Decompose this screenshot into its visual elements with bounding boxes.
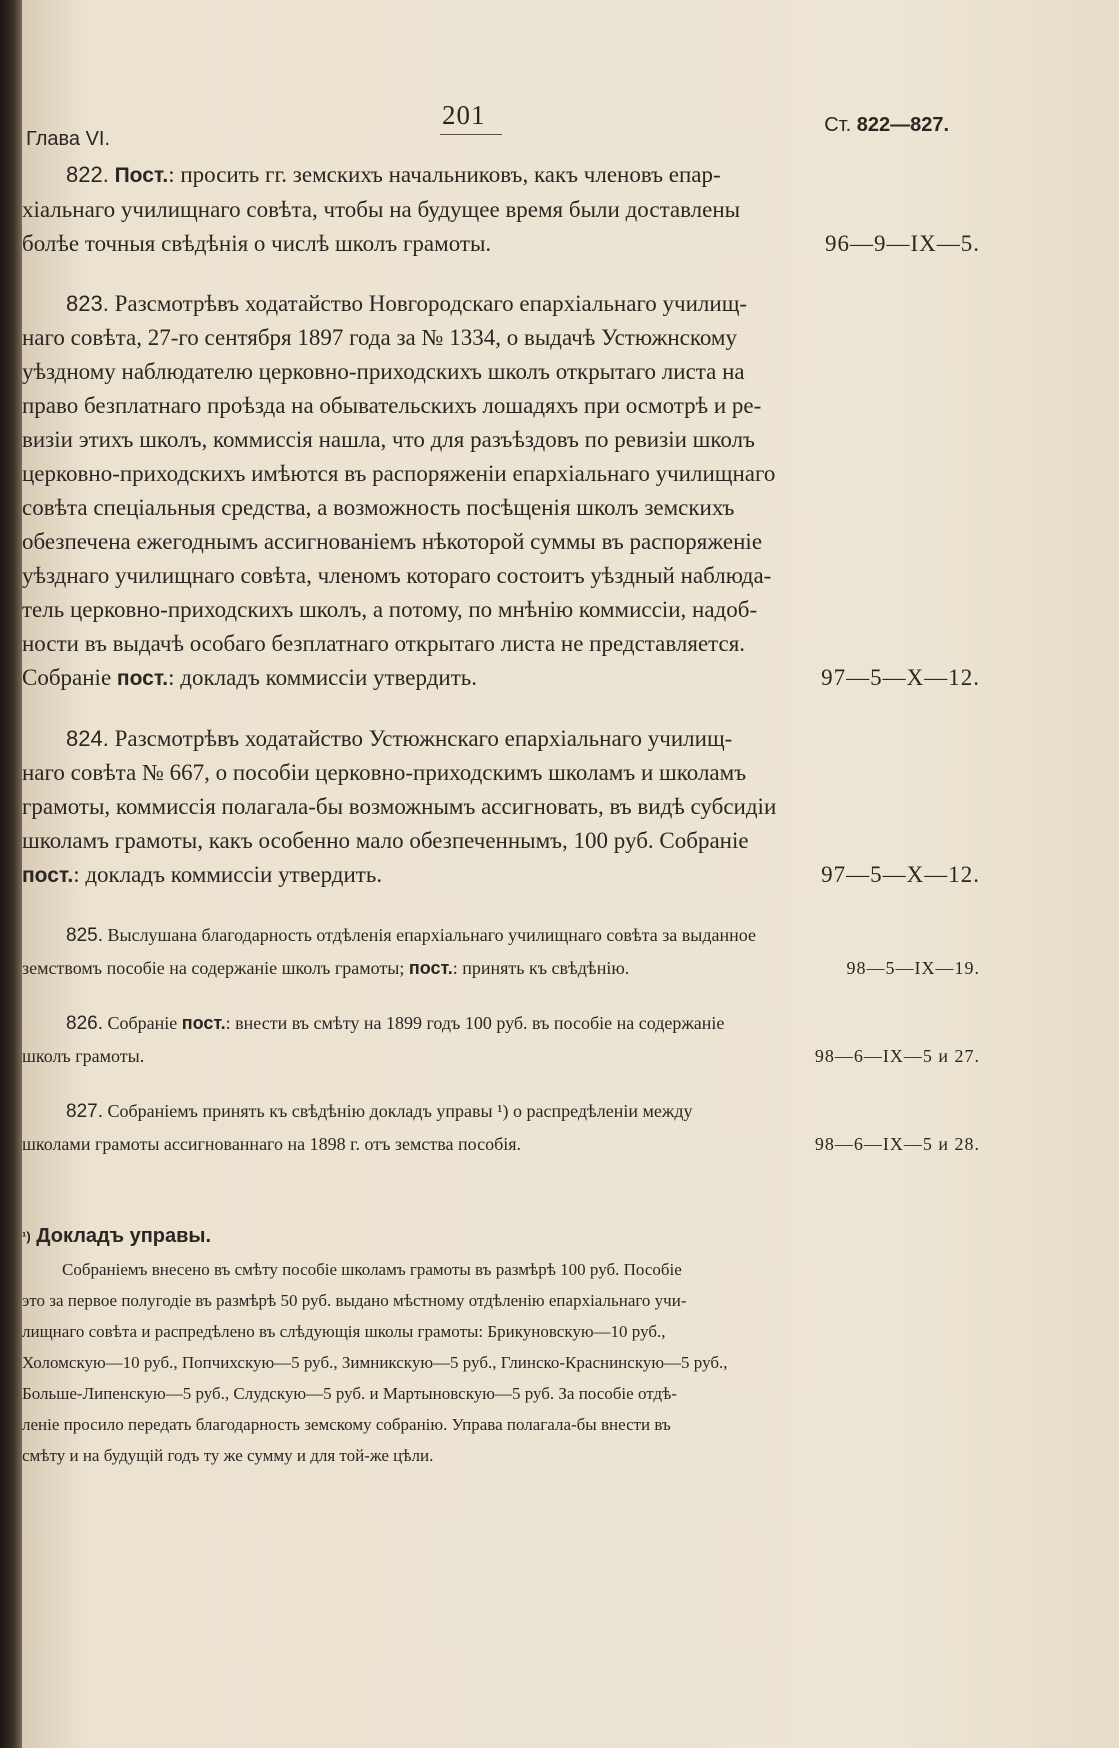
paragraph-text: Собраніе: [107, 1013, 182, 1033]
book-binding-edge: [0, 0, 22, 1748]
paragraph-826: [22, 1007, 980, 1073]
articles-range: [824, 114, 949, 137]
paragraph-823: [22, 287, 980, 696]
paragraph-text: : докладъ коммиссіи утвердить.: [168, 665, 477, 690]
footnote-line: леніе просило передать благодарность земскому собранію. Управа полагала-бы внести въ: [22, 1415, 671, 1434]
footnote-line: Больше-Липенскую—5 руб., Слудскую—5 руб. и Мартыновскую—5 руб. За пособіе отдѣ-: [22, 1384, 677, 1403]
paragraph-number: 825.: [66, 925, 103, 946]
paragraph-text: земствомъ пособіе на содержаніе школъ грамоты;: [22, 958, 409, 978]
paragraph-line: хіальнаго училищнаго совѣта, чтобы на будущее время были доставлены: [22, 197, 741, 222]
paragraph-number: 826.: [66, 1013, 103, 1034]
paragraph-827: [22, 1095, 980, 1161]
footnote: [22, 1221, 980, 1471]
footnote-title: [22, 1221, 980, 1252]
decision-label: пост.: [181, 1013, 226, 1033]
book-page: [22, 0, 1119, 1748]
protocol-reference: 98—6—IX—5 и 28.: [814, 1134, 980, 1154]
paragraph-text: Собраніемъ принять къ свѣдѣнію докладъ управы ¹) о распредѣленіи между: [107, 1101, 693, 1121]
paragraph-line: визіи этихъ школъ, коммиссія нашла, что для разъѣздовъ по ревизіи школъ: [22, 427, 755, 452]
footnote-marker: ¹): [22, 1229, 31, 1244]
decision-label: пост.: [116, 667, 169, 690]
decision-label: пост.: [22, 864, 74, 887]
paragraph-line: уѣздному наблюдателю церковно-приходскихъ школъ открытаго листа на: [22, 359, 745, 384]
paragraph-number: 823.: [66, 291, 109, 316]
paragraph-text: : просить гг. земскихъ начальниковъ, какъ членовъ епар-: [168, 162, 721, 187]
paragraph-line: наго совѣта, 27-го сентября 1897 года за № 1334, о выдачѣ Устюжнскому: [22, 325, 737, 350]
footnote-title-text: Докладъ управы.: [36, 1225, 212, 1247]
paragraph-line: уѣзднаго училищнаго совѣта, членомъ котораго состоитъ уѣздный наблюда-: [22, 563, 772, 588]
articles-range-value: 822—827.: [856, 114, 949, 136]
paragraph-line: право безплатнаго проѣзда на обывательскихъ лошадяхъ при осмотрѣ и ре-: [22, 393, 762, 418]
protocol-reference: 98—5—IX—19.: [846, 958, 980, 978]
protocol-reference: 97—5—X—12.: [821, 665, 980, 690]
page-body: [22, 158, 980, 1471]
paragraph-text: Выслушана благодарность отдѣленія епархіальнаго училищнаго совѣта за выданное: [107, 925, 757, 945]
protocol-reference: 98—6—IX—5 и 27.: [814, 1046, 980, 1066]
footnote-line: это за первое полугодіе въ размѣрѣ 50 руб. выдано мѣстному отдѣленію епархіальнаго учи-: [22, 1291, 687, 1310]
protocol-reference: 97—5—X—12.: [821, 862, 980, 887]
paragraph-line: совѣта спеціальныя средства, а возможность посѣщенія школъ земскихъ: [22, 495, 735, 520]
protocol-reference: 96—9—IX—5.: [824, 231, 980, 256]
paragraph-text: Собраніе: [22, 665, 117, 690]
paragraph-824: [22, 722, 980, 893]
paragraph-text: Разсмотрѣвъ ходатайство Устюжнскаго епархіальнаго училищ-: [114, 726, 733, 751]
page-header: [22, 98, 1119, 148]
paragraph-825: [22, 919, 980, 985]
paragraph-text: : внести въ смѣту на 1899 годъ 100 руб. въ пособіе на содержаніе: [225, 1013, 725, 1033]
paragraph-number: 824.: [66, 726, 109, 751]
paragraph-line: болѣе точныя свѣдѣнія о числѣ школъ грамоты.: [22, 231, 492, 256]
paragraph-line: школамъ грамоты, какъ особенно мало обезпеченнымъ, 100 руб. Собраніе: [22, 828, 749, 853]
paragraph-text: школами грамоты ассигнованнаго на 1898 г. отъ земства пособія.: [22, 1134, 522, 1154]
footnote-line: Холомскую—10 руб., Попчихскую—5 руб., Зимникскую—5 руб., Глинско-Краснинскую—5 руб.,: [22, 1353, 728, 1372]
decision-label: пост.: [408, 958, 453, 978]
articles-prefix: Ст.: [824, 114, 852, 136]
paragraph-text: Разсмотрѣвъ ходатайство Новгородскаго епархіальнаго училищ-: [114, 291, 748, 316]
paragraph-line: обезпечена ежегоднымъ ассигнованіемъ нѣкоторой суммы въ распоряженіе: [22, 529, 763, 554]
paragraph-number: 827.: [66, 1101, 103, 1122]
paragraph-line: грамоты, коммиссія полагала-бы возможнымъ ассигновать, въ видѣ субсидіи: [22, 794, 777, 819]
paragraph-number: 822.: [66, 162, 109, 187]
paragraph-line: ности въ выдачѣ особаго безплатнаго открытаго листа не представляется.: [22, 631, 746, 656]
page-number-rule: [440, 134, 502, 135]
paragraph-text: : принять къ свѣдѣнію.: [452, 958, 630, 978]
decision-label: Пост.: [114, 164, 169, 187]
footnote-line: Собраніемъ внесено въ смѣту пособіе школамъ грамоты въ размѣрѣ 100 руб. Пособіе: [62, 1260, 682, 1279]
chapter-label: Глава VI.: [26, 128, 111, 150]
paragraph-line: наго совѣта № 667, о пособіи церковно-приходскимъ школамъ и школамъ: [22, 760, 747, 785]
paragraph-line: церковно-приходскихъ имѣются въ распоряженіи епархіальнаго училищнаго: [22, 461, 776, 486]
paragraph-line: тель церковно-приходскихъ школъ, а потому, по мнѣнію коммиссіи, надоб-: [22, 597, 758, 622]
paragraph-text: школъ грамоты.: [22, 1046, 145, 1066]
page-number: 201: [442, 100, 486, 130]
paragraph-text: : докладъ коммиссіи утвердить.: [73, 862, 383, 887]
footnote-line: смѣту и на будущій годъ ту же сумму и для той-же цѣли.: [22, 1446, 434, 1465]
paragraph-822: [22, 158, 980, 261]
footnote-line: лищнаго совѣта и распредѣлено въ слѣдующія школы грамоты: Брикуновскую—10 руб.,: [22, 1322, 666, 1341]
